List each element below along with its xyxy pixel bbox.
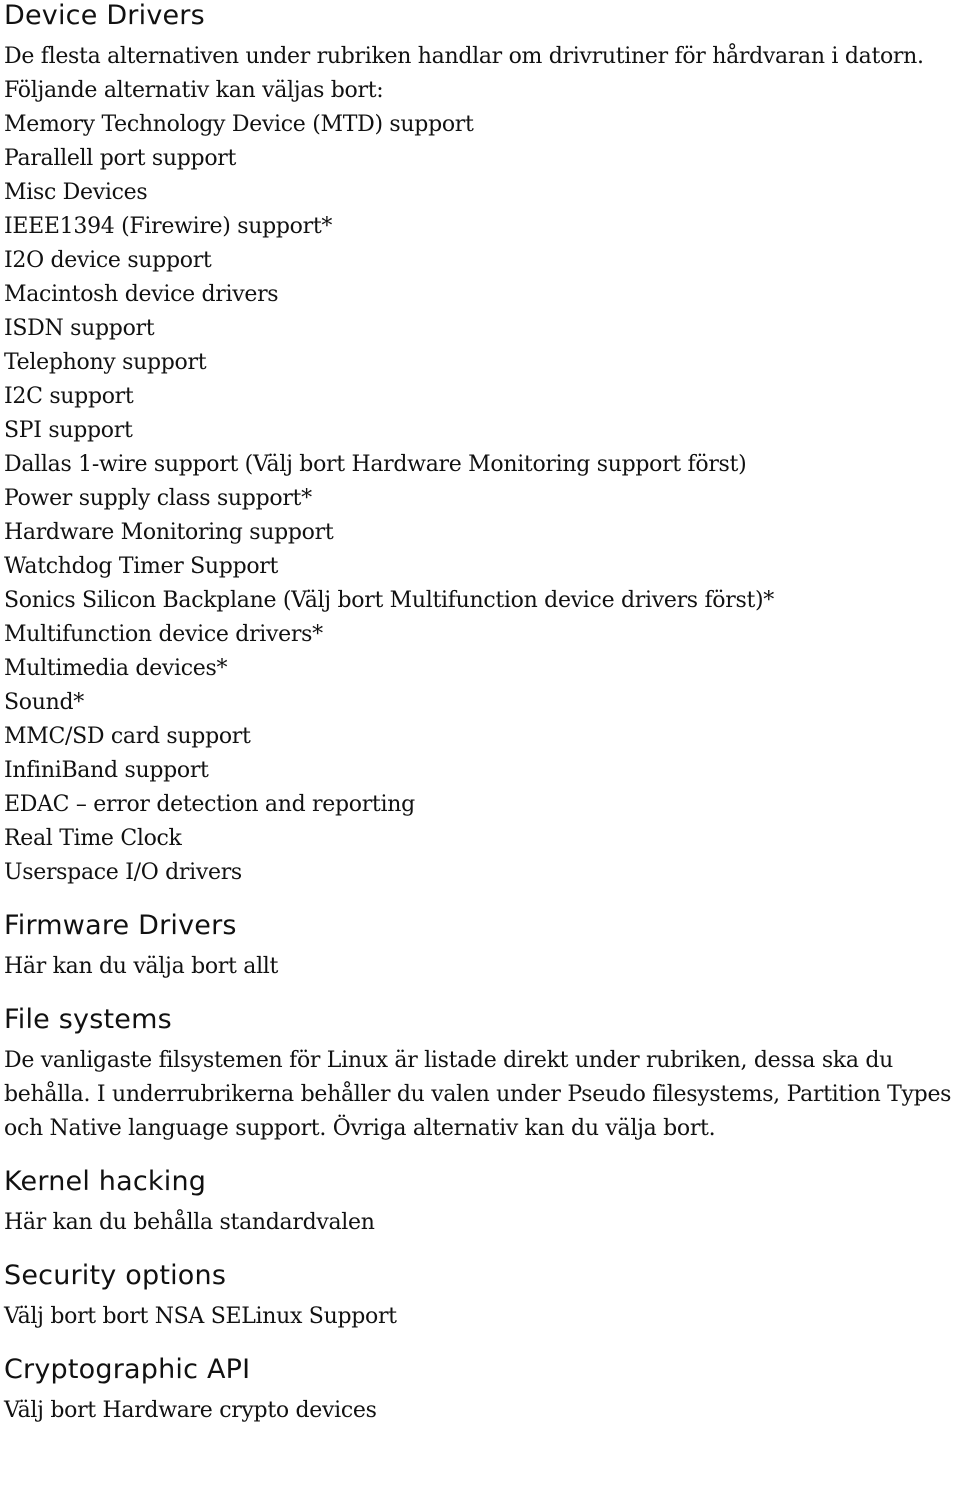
paragraph-kernel-hacking: Här kan du behålla standardvalen bbox=[4, 1210, 375, 1235]
heading-file-systems: File systems bbox=[4, 1004, 172, 1035]
list-item: I2O device support bbox=[4, 248, 212, 273]
list-item: ISDN support bbox=[4, 316, 155, 341]
list-item: Hardware Monitoring support bbox=[4, 520, 334, 545]
device-driver-list bbox=[4, 108, 956, 890]
list-item: Dallas 1-wire support (Välj bort Hardware Monitoring support först) bbox=[4, 452, 747, 477]
list-item: Parallell port support bbox=[4, 146, 237, 171]
list-item: Watchdog Timer Support bbox=[4, 554, 279, 579]
list-item: MMC/SD card support bbox=[4, 724, 251, 749]
heading-cryptographic-api: Cryptographic API bbox=[4, 1354, 251, 1385]
list-item: Macintosh device drivers bbox=[4, 282, 279, 307]
section-device-drivers bbox=[4, 0, 956, 890]
list-item: InfiniBand support bbox=[4, 758, 209, 783]
paragraph-file-systems: De vanligaste filsystemen för Linux är listade direkt under rubriken, dessa ska du behålla. I underrubrikerna behåller du valen under Pseudo filesystems, Partition Types och Native language support. Övriga alternativ kan du välja bort. bbox=[4, 1048, 952, 1141]
paragraph-cryptographic-api: Välj bort Hardware crypto devices bbox=[4, 1398, 377, 1423]
list-item: Telephony support bbox=[4, 350, 207, 375]
list-item: EDAC – error detection and reporting bbox=[4, 792, 415, 817]
heading-kernel-hacking: Kernel hacking bbox=[4, 1166, 207, 1197]
list-item: Sound* bbox=[4, 690, 84, 715]
list-item: Memory Technology Device (MTD) support bbox=[4, 112, 474, 137]
list-item: Multimedia devices* bbox=[4, 656, 228, 681]
list-item: I2C support bbox=[4, 384, 134, 409]
section-cryptographic-api bbox=[4, 1354, 956, 1428]
heading-firmware-drivers: Firmware Drivers bbox=[4, 910, 237, 941]
paragraph-firmware-drivers: Här kan du välja bort allt bbox=[4, 954, 279, 979]
list-item: SPI support bbox=[4, 418, 133, 443]
list-item: Userspace I/O drivers bbox=[4, 860, 242, 885]
list-item: Misc Devices bbox=[4, 180, 148, 205]
list-item: IEEE1394 (Firewire) support* bbox=[4, 214, 333, 239]
list-item: Multifunction device drivers* bbox=[4, 622, 323, 647]
paragraph-device-drivers: De flesta alternativen under rubriken handlar om drivrutiner för hårdvaran i datorn. Följande alternativ kan väljas bort: bbox=[4, 44, 924, 103]
section-security-options bbox=[4, 1260, 956, 1334]
section-firmware-drivers bbox=[4, 910, 956, 984]
section-kernel-hacking bbox=[4, 1166, 956, 1240]
list-item: Sonics Silicon Backplane (Välj bort Multifunction device drivers först)* bbox=[4, 588, 774, 613]
list-item: Power supply class support* bbox=[4, 486, 312, 511]
section-file-systems bbox=[4, 1004, 956, 1146]
list-item: Real Time Clock bbox=[4, 826, 182, 851]
paragraph-security-options: Välj bort bort NSA SELinux Support bbox=[4, 1304, 397, 1329]
heading-security-options: Security options bbox=[4, 1260, 227, 1291]
document-page bbox=[4, 0, 956, 1428]
heading-device-drivers: Device Drivers bbox=[4, 0, 205, 31]
